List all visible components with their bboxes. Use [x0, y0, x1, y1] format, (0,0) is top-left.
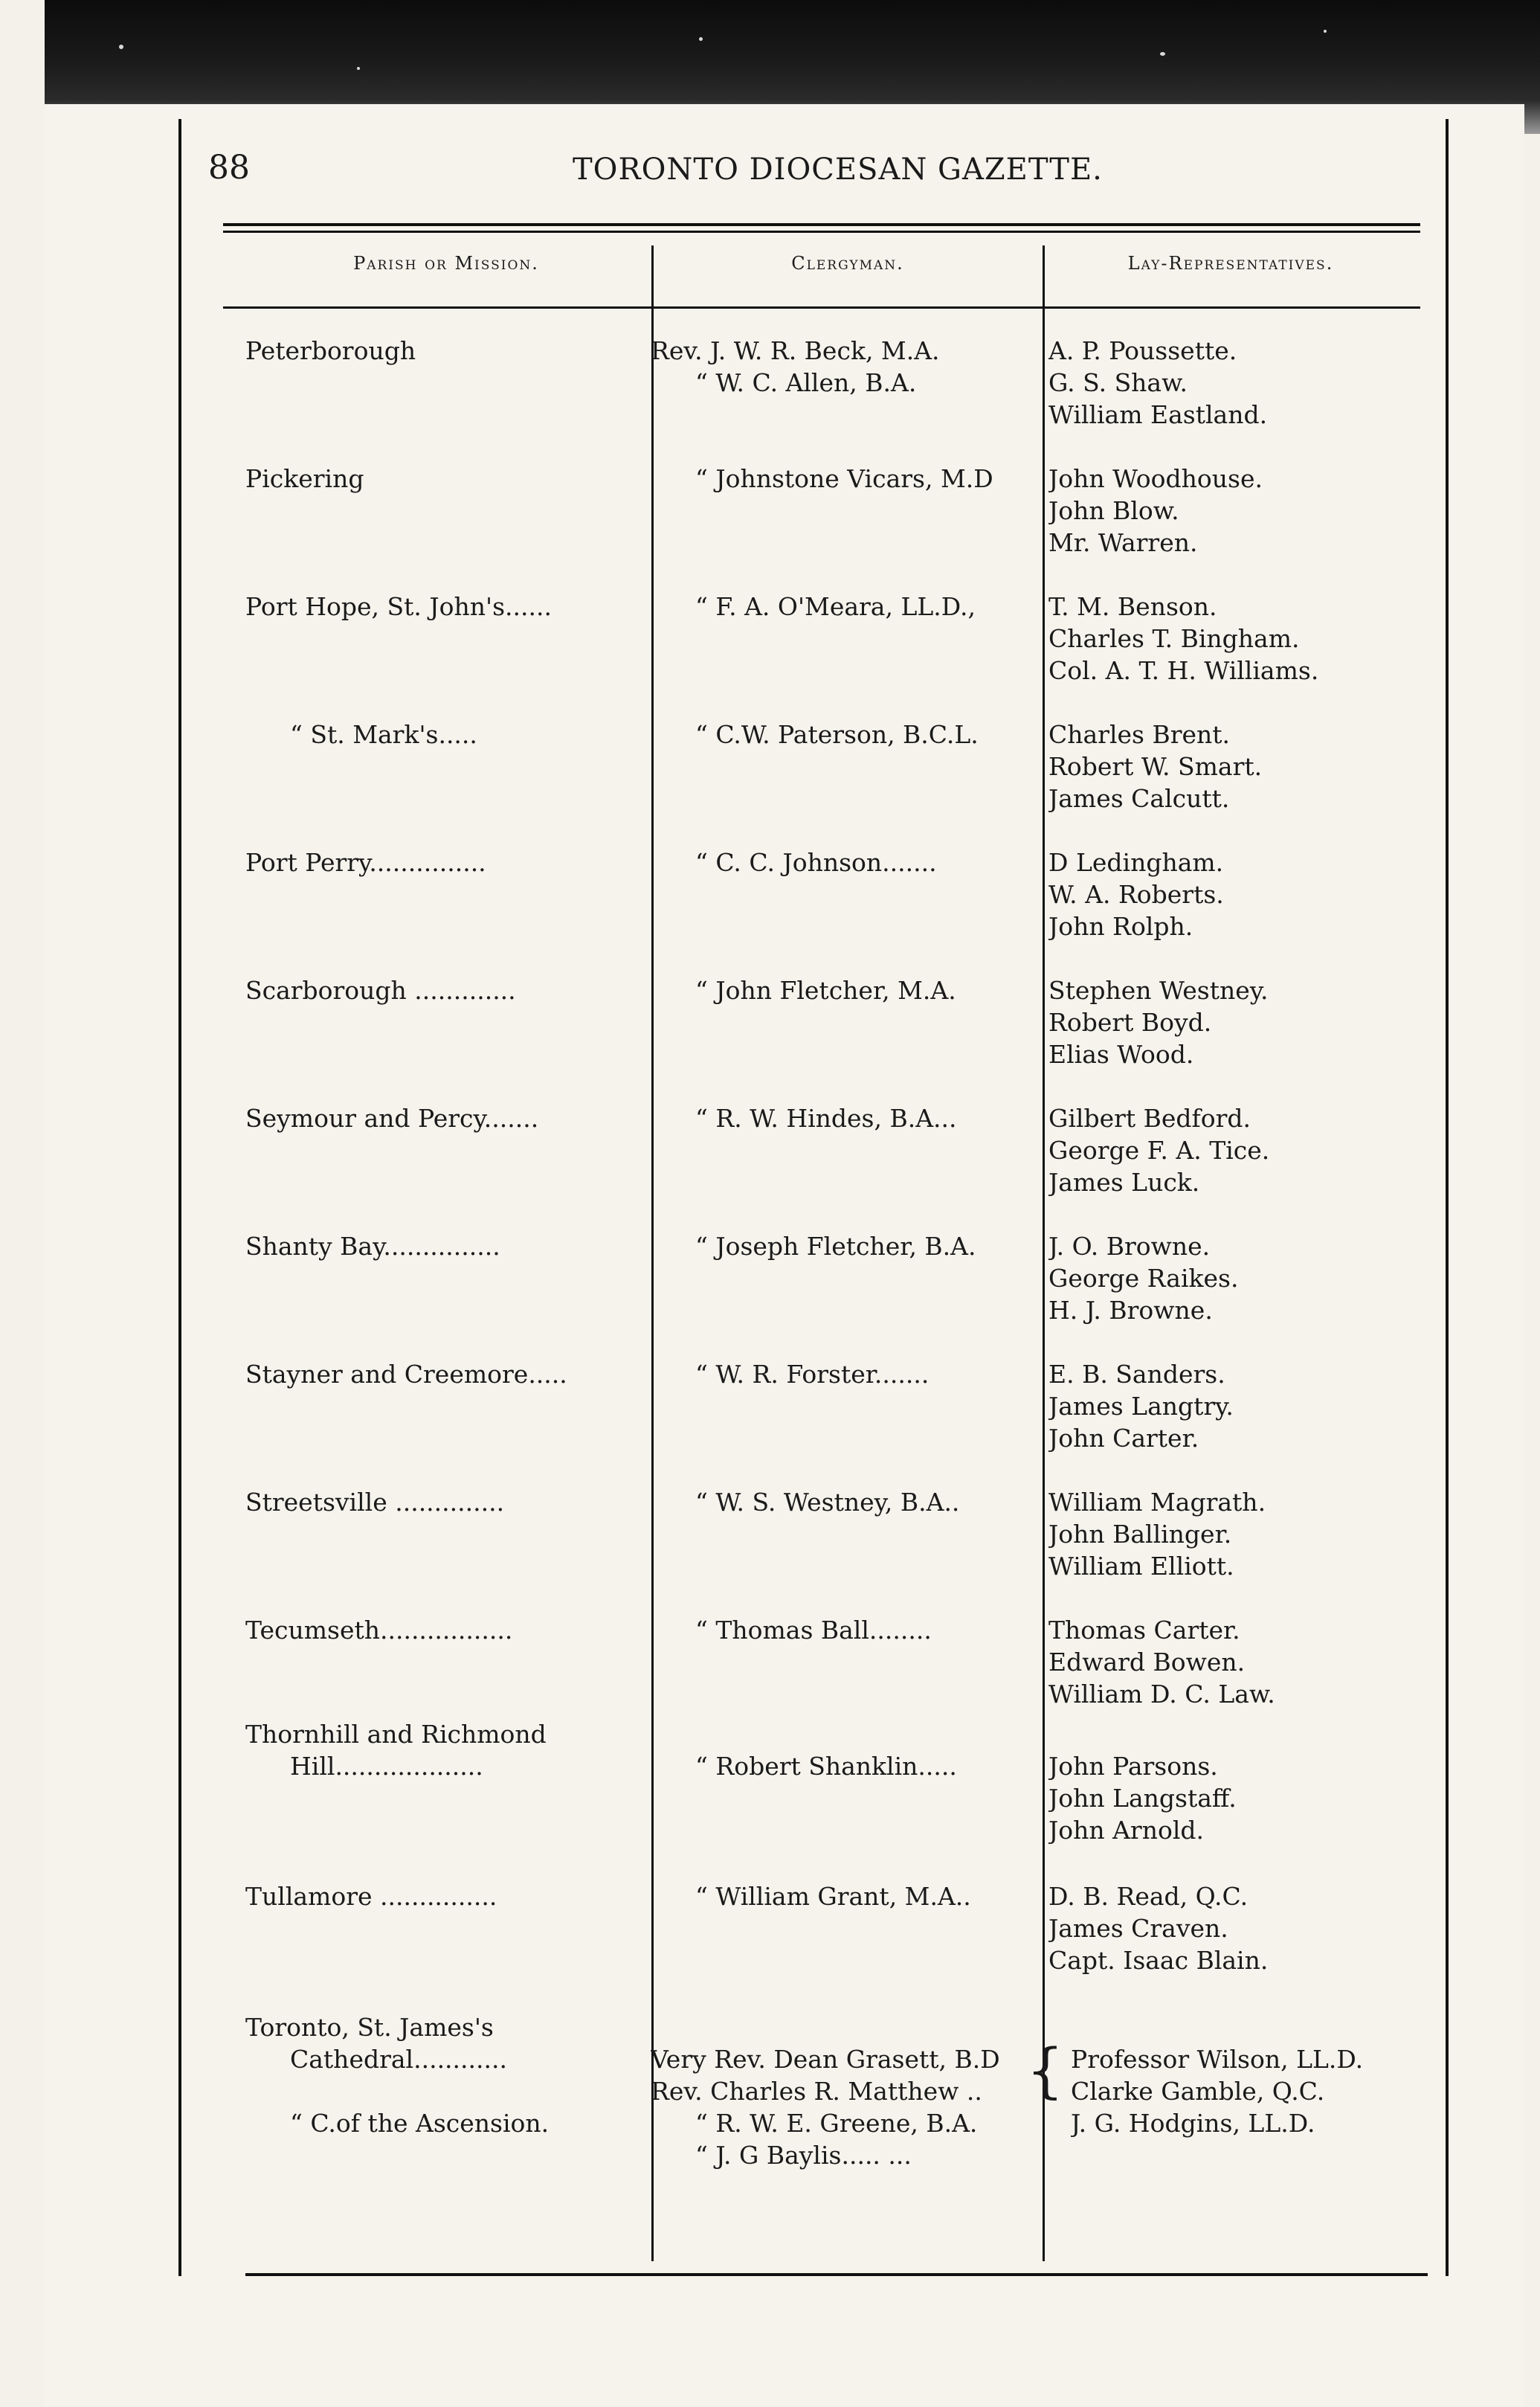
parish-name: Port Perry............... — [245, 848, 486, 877]
table-bottom-rule — [245, 2273, 1428, 2276]
lay-list — [1048, 719, 1420, 814]
running-head: TORONTO DIOCESAN GAZETTE. — [573, 152, 1103, 187]
clergy-list — [651, 591, 1037, 623]
lay-name: Gilbert Bedford. — [1048, 1104, 1251, 1133]
lay-list — [1048, 1486, 1420, 1582]
clergy-list — [651, 1750, 1037, 1782]
column-header-parish: Parish or Mission. — [353, 253, 539, 274]
clergy-name: “ C. C. Johnson....... — [695, 848, 937, 877]
lay-name: William Magrath. — [1048, 1488, 1266, 1517]
lay-name — [1071, 2011, 1443, 2043]
lay-list — [1048, 1358, 1420, 1454]
lay-name: D Ledingham. — [1048, 848, 1224, 877]
parish-name: Tullamore ............... — [245, 1882, 497, 1911]
lay-name: James Langtry. — [1048, 1392, 1234, 1421]
clergy-name: “ J. G Baylis..... ... — [695, 2141, 912, 2170]
column-header-lay: Lay-Representatives. — [1127, 253, 1334, 274]
clergy-name: “ W. C. Allen, B.A. — [695, 368, 917, 397]
lay-name: William Elliott. — [1048, 1552, 1234, 1581]
lay-name: G. S. Shaw. — [1048, 368, 1188, 397]
lay-name: John Langstaff. — [1048, 1784, 1237, 1813]
parish-name-line: “ C.of the Ascension. — [290, 2109, 550, 2138]
clergy-name: “ Joseph Fletcher, B.A. — [695, 1232, 976, 1261]
clergy-name: “ Johnstone Vicars, M.D — [695, 464, 993, 493]
lay-list — [1048, 1880, 1420, 1976]
clergy-name: Rev. Charles R. Matthew .. — [651, 2077, 982, 2106]
lay-list — [1048, 1230, 1420, 1326]
clergy-list — [651, 1486, 1037, 1518]
lay-name: Charles Brent. — [1048, 720, 1231, 749]
lay-name: James Calcutt. — [1048, 784, 1230, 813]
header-rule — [223, 223, 1420, 233]
lay-name: William D. C. Law. — [1048, 1680, 1275, 1709]
clergy-list — [651, 1102, 1037, 1134]
lay-name: E. B. Sanders. — [1048, 1360, 1225, 1389]
lay-list — [1048, 1750, 1420, 1846]
parish-name: Tecumseth................. — [245, 1616, 513, 1645]
parish-name: Seymour and Percy....... — [245, 1104, 539, 1133]
clergy-list — [651, 974, 1037, 1006]
lay-name: William Eastland. — [1048, 400, 1268, 429]
lay-name: Edward Bowen. — [1048, 1648, 1246, 1677]
lay-name: Robert W. Smart. — [1048, 752, 1263, 781]
clergy-name: Rev. J. W. R. Beck, M.A. — [651, 336, 940, 365]
lay-name: Elias Wood. — [1048, 1040, 1194, 1069]
lay-list — [1071, 2011, 1443, 2139]
parish-name: Stayner and Creemore..... — [245, 1360, 567, 1389]
lay-name: James Craven. — [1048, 1914, 1228, 1943]
clergy-list — [651, 463, 1037, 495]
lay-name: Robert Boyd. — [1048, 1008, 1212, 1037]
lay-name: John Arnold. — [1048, 1816, 1204, 1845]
clergy-list — [651, 1614, 1037, 1646]
column-header-clergy: Clergyman. — [791, 253, 904, 274]
lay-name: John Woodhouse. — [1048, 464, 1263, 493]
clergy-name: “ W. S. Westney, B.A.. — [695, 1488, 960, 1517]
clergy-list — [651, 335, 1037, 399]
lay-name: J. G. Hodgins, LL.D. — [1071, 2109, 1315, 2138]
lay-name: Mr. Warren. — [1048, 528, 1198, 557]
lay-name: John Blow. — [1048, 496, 1179, 525]
lay-list — [1048, 846, 1420, 942]
clergy-name: “ William Grant, M.A.. — [695, 1882, 971, 1911]
parish-name-line: Toronto, St. James's — [245, 2013, 494, 2042]
parish-name — [245, 2011, 647, 2139]
parish-name: Port Hope, St. John's...... — [245, 592, 552, 621]
parish-name: “ St. Mark's..... — [290, 720, 477, 749]
clergy-name: “ F. A. O'Meara, LL.D., — [695, 592, 976, 621]
lay-name: Thomas Carter. — [1048, 1616, 1240, 1645]
lay-name: James Luck. — [1048, 1168, 1200, 1197]
clergy-name: “ John Fletcher, M.A. — [695, 976, 956, 1005]
lay-name: J. O. Browne. — [1048, 1232, 1211, 1261]
clergy-name: “ C.W. Paterson, B.C.L. — [695, 720, 979, 749]
parish-name-line: Thornhill and Richmond — [245, 1720, 547, 1749]
lay-list — [1048, 463, 1420, 559]
lay-name: George F. A. Tice. — [1048, 1136, 1270, 1165]
parish-name-line: Cathedral............ — [290, 2045, 507, 2074]
parish-name-line — [245, 2075, 647, 2107]
clergy-name: “ R. W. Hindes, B.A... — [695, 1104, 957, 1133]
lay-list — [1048, 1102, 1420, 1198]
lay-name: W. A. Roberts. — [1048, 880, 1224, 909]
lay-list — [1048, 591, 1420, 687]
lay-name: John Parsons. — [1048, 1752, 1218, 1781]
clergy-list — [651, 1230, 1037, 1262]
lay-list — [1048, 974, 1420, 1070]
lay-list — [1048, 335, 1420, 431]
parish-name — [245, 1718, 647, 1782]
lay-name: John Rolph. — [1048, 912, 1193, 941]
column-divider-right — [1043, 245, 1045, 2261]
lay-name: John Carter. — [1048, 1424, 1199, 1453]
clergy-name: “ W. R. Forster....... — [695, 1360, 930, 1389]
clergy-list — [651, 846, 1037, 878]
lay-name: Col. A. T. H. Williams. — [1048, 656, 1319, 685]
clergy-name — [651, 2011, 1037, 2043]
lay-name: D. B. Read, Q.C. — [1048, 1882, 1249, 1911]
lay-list — [1048, 1614, 1420, 1710]
lay-name: John Ballinger. — [1048, 1520, 1232, 1549]
clergy-list — [651, 1358, 1037, 1390]
lay-name: George Raikes. — [1048, 1264, 1239, 1293]
clergy-list — [651, 2011, 1037, 2171]
lay-name: Charles T. Bingham. — [1048, 624, 1300, 653]
parish-name: Scarborough ............. — [245, 976, 516, 1005]
lay-name: Capt. Isaac Blain. — [1048, 1946, 1269, 1975]
clergy-list — [651, 1880, 1037, 1912]
clergy-name: “ R. W. E. Greene, B.A. — [695, 2109, 978, 2138]
lay-name: Professor Wilson, LL.D. — [1071, 2045, 1364, 2074]
parish-name-line: Hill................... — [290, 1752, 483, 1781]
lay-name: Clarke Gamble, Q.C. — [1071, 2077, 1325, 2106]
lay-name: Stephen Westney. — [1048, 976, 1269, 1005]
brace-glyph: { — [1026, 2036, 1064, 2105]
parish-name: Shanty Bay............... — [245, 1232, 500, 1261]
lay-name: H. J. Browne. — [1048, 1296, 1213, 1325]
clergy-name: Very Rev. Dean Grasett, B.D — [651, 2045, 1000, 2074]
lay-name: A. P. Poussette. — [1048, 336, 1237, 365]
column-header-rule — [223, 306, 1420, 309]
lay-name: T. M. Benson. — [1048, 592, 1217, 621]
parish-name: Streetsville .............. — [245, 1488, 505, 1517]
clergy-list — [651, 719, 1037, 751]
clergy-name: “ Robert Shanklin..... — [695, 1752, 957, 1781]
clergy-name: “ Thomas Ball........ — [695, 1616, 932, 1645]
parish-name: Peterborough — [245, 336, 416, 365]
page-number: 88 — [208, 149, 250, 187]
parish-name: Pickering — [245, 464, 364, 493]
